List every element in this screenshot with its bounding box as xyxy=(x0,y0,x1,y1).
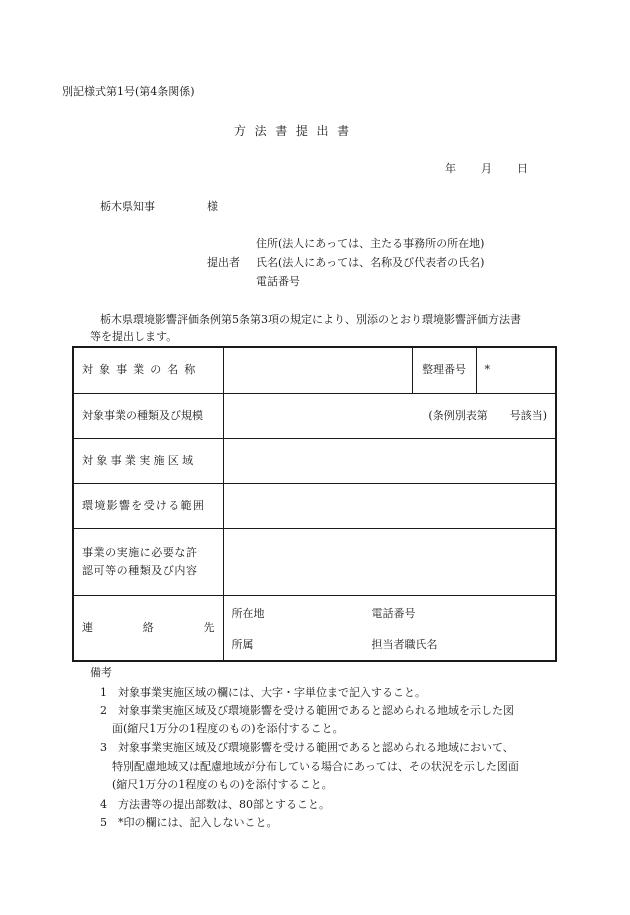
note-4-line-1: 方法書等の提出部数は、80部とすること。 xyxy=(118,798,330,811)
project-type-note: (条例別表第 号該当) xyxy=(428,408,547,422)
affected-area-label-text: 環境影響を受ける範囲 xyxy=(82,498,206,512)
ref-number-field xyxy=(476,347,556,393)
project-type-label: 対象事業の種類及び規模 xyxy=(73,393,223,438)
note-1-line-1: 対象事業実施区域の欄には、大字・字単位まで記入すること。 xyxy=(118,686,426,699)
row-project-type xyxy=(73,393,556,438)
permits-field[interactable] xyxy=(223,528,556,595)
contact-label-text xyxy=(82,619,215,637)
project-area-label-text: 対象事業実施区域 xyxy=(82,453,197,467)
note-3-num: 3 xyxy=(100,741,107,754)
row-project-area xyxy=(73,438,556,483)
addressee-honorific: 様 xyxy=(207,200,218,213)
note-3-line-2: 特別配慮地域又は配慮地域が分布している場合にあっては、その状況を示した図面 xyxy=(112,760,519,773)
affected-area-field[interactable] xyxy=(223,483,556,528)
note-3-line-1: 対象事業実施区域及び環境影響を受ける範囲であると認められる地域において、 xyxy=(118,741,514,754)
row-project-name xyxy=(73,347,556,393)
note-2-num: 2 xyxy=(100,704,107,717)
contact-label-char-3: 先 xyxy=(203,620,215,634)
contact-person: 担当者職氏名 xyxy=(371,637,438,651)
project-type-field[interactable] xyxy=(223,393,556,438)
submitter-phone: 電話番号 xyxy=(256,275,300,288)
permits-label xyxy=(73,528,223,595)
row-permits xyxy=(73,528,556,595)
addressee-name: 栃木県知事 xyxy=(100,200,155,213)
project-area-label xyxy=(73,438,223,483)
contact-label-char-2: 絡 xyxy=(142,620,154,634)
note-1-num: 1 xyxy=(100,686,107,699)
note-3-line-3: (縮尺1万分の1程度のもの)を添付すること。 xyxy=(112,778,333,791)
contact-label xyxy=(73,595,223,661)
project-form-table xyxy=(72,346,557,662)
body-text-line2: 等を提出します。 xyxy=(90,330,178,343)
project-name-field[interactable] xyxy=(223,347,412,393)
note-2-line-1: 対象事業実施区域及び環境影響を受ける範囲であると認められる地域を示した図 xyxy=(118,704,514,717)
contact-label-char-1: 連 xyxy=(82,620,93,634)
contact-location: 所在地 xyxy=(231,606,265,620)
submitter-name: 氏名(法人にあっては、名称及び代表者の氏名) xyxy=(256,256,485,269)
contact-department: 所属 xyxy=(231,637,254,651)
row-contact xyxy=(73,595,556,661)
body-text-line1: 栃木県環境影響評価条例第5条第3項の規定により、別添のとおり環境影響評価方法書 xyxy=(100,313,521,326)
contact-phone: 電話番号 xyxy=(371,606,416,620)
project-name-label xyxy=(73,347,223,393)
ref-number-label: 整理番号 xyxy=(412,347,476,393)
submitter-address: 住所(法人にあっては、主たる事務所の所在地) xyxy=(256,237,485,250)
date-day: 日 xyxy=(517,162,528,175)
permits-label-line2: 認可等の種類及び内容 xyxy=(82,563,198,577)
note-4-num: 4 xyxy=(100,798,107,811)
submitter-label: 提出者 xyxy=(207,256,240,269)
date-month: 月 xyxy=(481,162,492,175)
form-number: 別記様式第1号(第4条関係) xyxy=(62,85,195,98)
date-year: 年 xyxy=(445,162,456,175)
affected-area-label xyxy=(73,483,223,528)
page-title: 方 法 書 提 出 書 xyxy=(234,124,352,138)
permits-label-line1: 事業の実施に必要な許 xyxy=(82,545,198,559)
project-name-label-text: 対象事業の名称 xyxy=(82,363,202,377)
project-area-field[interactable] xyxy=(223,438,556,483)
note-5-num: 5 xyxy=(100,816,107,829)
ref-number-mark: * xyxy=(484,363,490,377)
note-5-line-1: *印の欄には、記入しないこと。 xyxy=(118,816,278,829)
row-affected-area xyxy=(73,483,556,528)
contact-field[interactable] xyxy=(223,595,556,661)
notes-heading: 備考 xyxy=(90,666,112,679)
note-2-line-2: 面(縮尺1万分の1程度のもの)を添付すること。 xyxy=(112,722,344,735)
